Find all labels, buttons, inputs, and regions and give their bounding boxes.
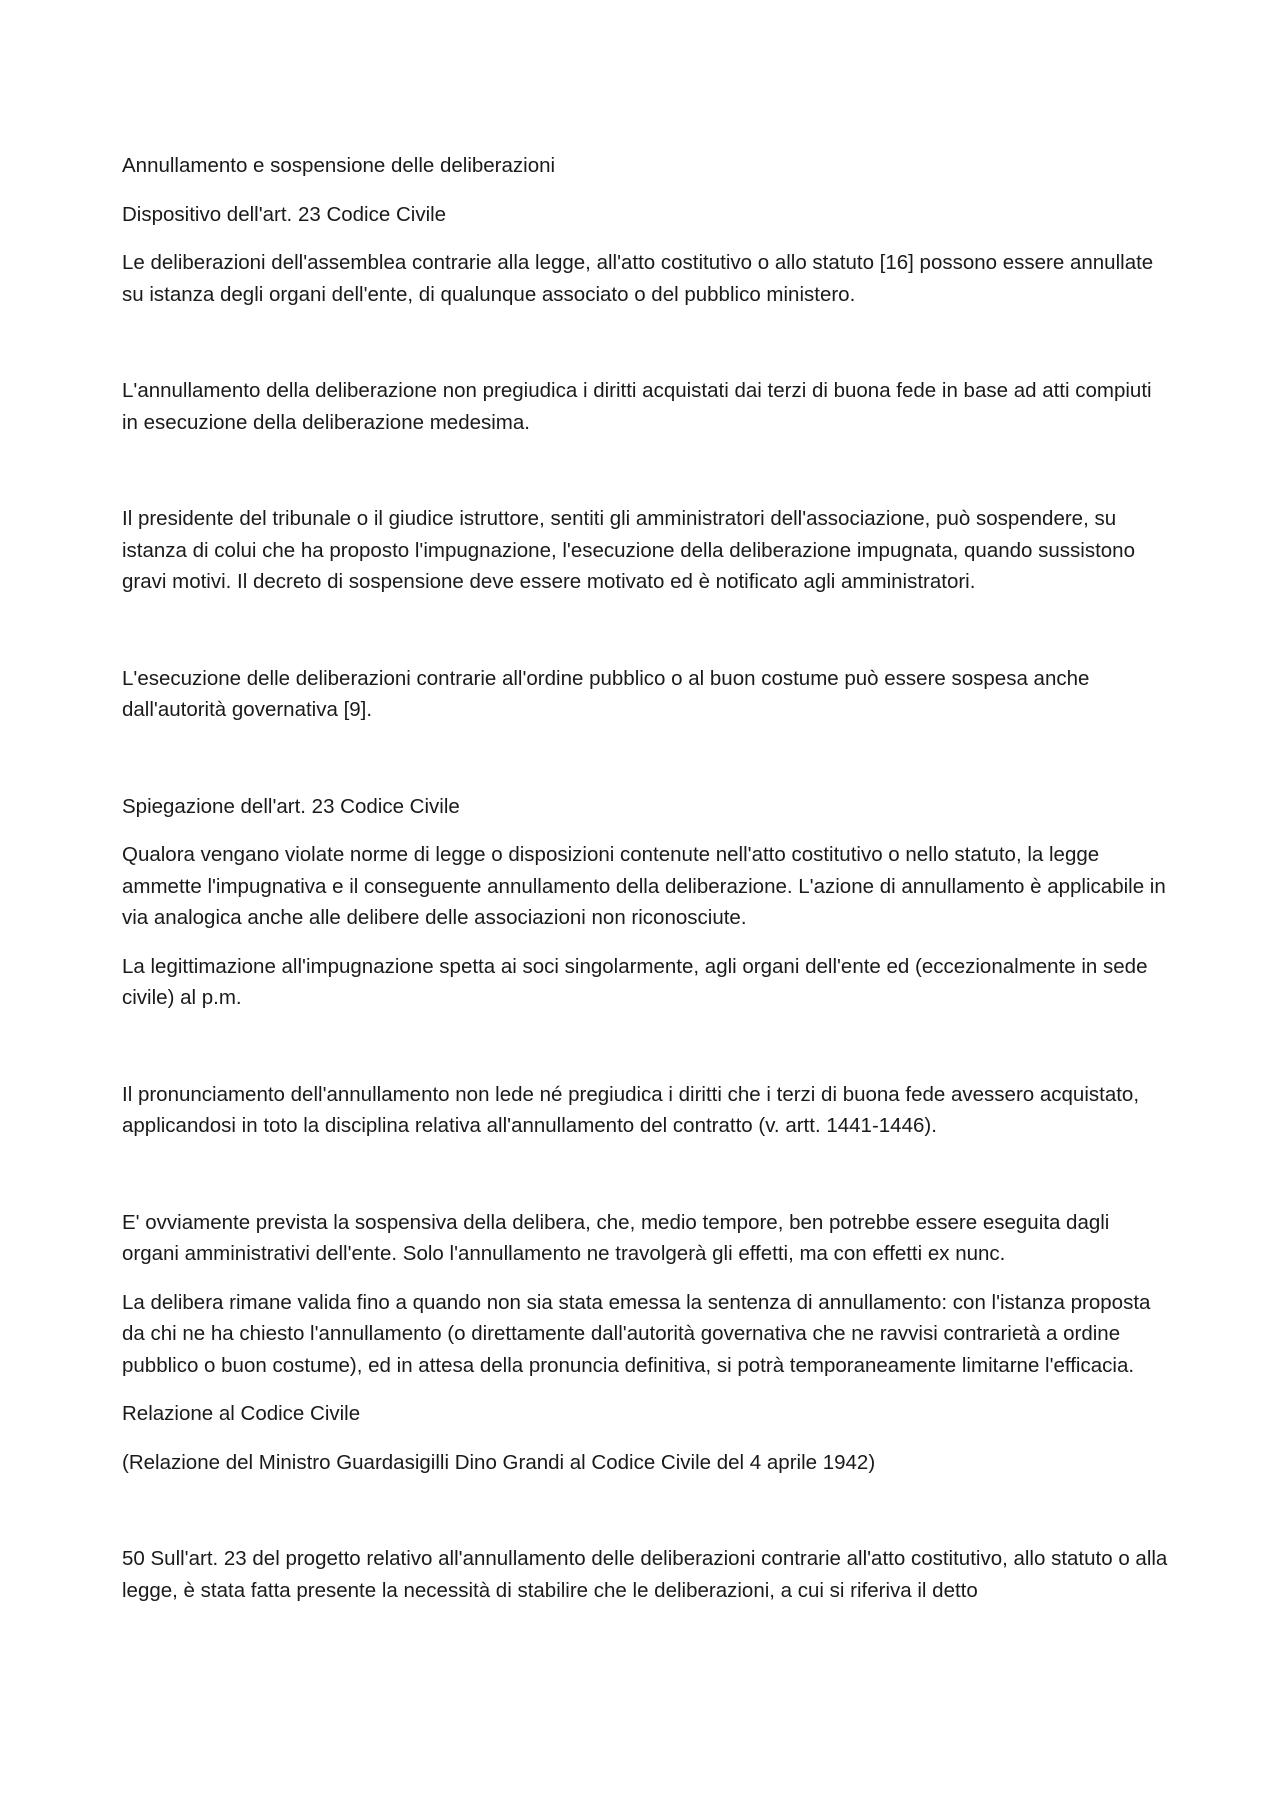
section-heading-spiegazione: Spiegazione dell'art. 23 Codice Civile [122,794,460,818]
document-title: Annullamento e sospensione delle deliberazioni [122,154,556,177]
explanation-paragraph-4: E' ovviamente prevista la sospensiva della delibera, che, medio tempore, ben potrebbe essere eseguita dagli organi amministrativi dell'ente. Solo l'annullamento ne travolgerà gli effetti, ma con effetti ex nunc. [122,1210,1110,1265]
article-paragraph-2: L'annullamento della deliberazione non pregiudica i diritti acquistati dai terzi di buona fede in base ad atti compiuti in esecuzione della deliberazione medesima. [122,379,1152,434]
section-heading-dispositivo: Dispositivo dell'art. 23 Codice Civile [122,202,447,226]
document-body [122,150,1172,1623]
section-heading-relazione: Relazione al Codice Civile [122,1402,361,1425]
relazione-subtitle: (Relazione del Ministro Guardasigilli Dino Grandi al Codice Civile del 4 aprile 1942) [122,1450,876,1474]
article-paragraph-1: Le deliberazioni dell'assemblea contrarie alla legge, all'atto costitutivo o allo statuto [16] possono essere annullate su istanza degli organi dell'ente, di qualunque associato o del pubblico ministero. [122,251,1154,306]
article-paragraph-3: Il presidente del tribunale o il giudice istruttore, sentiti gli amministratori dell'associazione, può sospendere, su istanza di colui che ha proposto l'impugnazione, l'esecuzione della deliberazione impugnata, quando sussistono gravi motivi. Il decreto di sospensione deve essere motivato ed è notificato agli amministratori. [122,507,1135,593]
article-paragraph-4: L'esecuzione delle deliberazioni contrarie all'ordine pubblico o al buon costume può essere sospesa anche dall'autorità governativa [9]. [122,666,1090,721]
explanation-paragraph-1: Qualora vengano violate norme di legge o disposizioni contenute nell'atto costitutivo o nello statuto, la legge ammette l'impugnativa e il conseguente annullamento della deliberazione. L'azione di annullamento è applicabile in via analogica anche alle delibere delle associazioni non riconosciute. [122,843,1166,929]
explanation-paragraph-5: La delibera rimane valida fino a quando non sia stata emessa la sentenza di annullamento: con l'istanza proposta da chi ne ha chiesto l'annullamento (o direttamente dall'autorità governativa che ne ravvisi contrarietà a ordine pubblico o buon costume), ed in attesa della pronuncia definitiva, si potrà temporaneamente limitarne l'efficacia. [122,1290,1151,1377]
explanation-paragraph-2: La legittimazione all'impugnazione spetta ai soci singolarmente, agli organi dell'ente ed (eccezionalmente in sede civile) al p.m. [122,954,1148,1009]
relazione-paragraph-50: 50 Sull'art. 23 del progetto relativo all'annullamento delle deliberazioni contrarie all'atto costitutivo, allo statuto o alla legge, è stata fatta presente la necessità di stabilire che le deliberazioni, a cui si riferiva il detto [122,1547,1168,1602]
explanation-paragraph-3: Il pronunciamento dell'annullamento non lede né pregiudica i diritti che i terzi di buona fede avessero acquistato, applicandosi in toto la disciplina relativa all'annullamento del contratto (v. artt. 1441-1446). [122,1082,1140,1137]
